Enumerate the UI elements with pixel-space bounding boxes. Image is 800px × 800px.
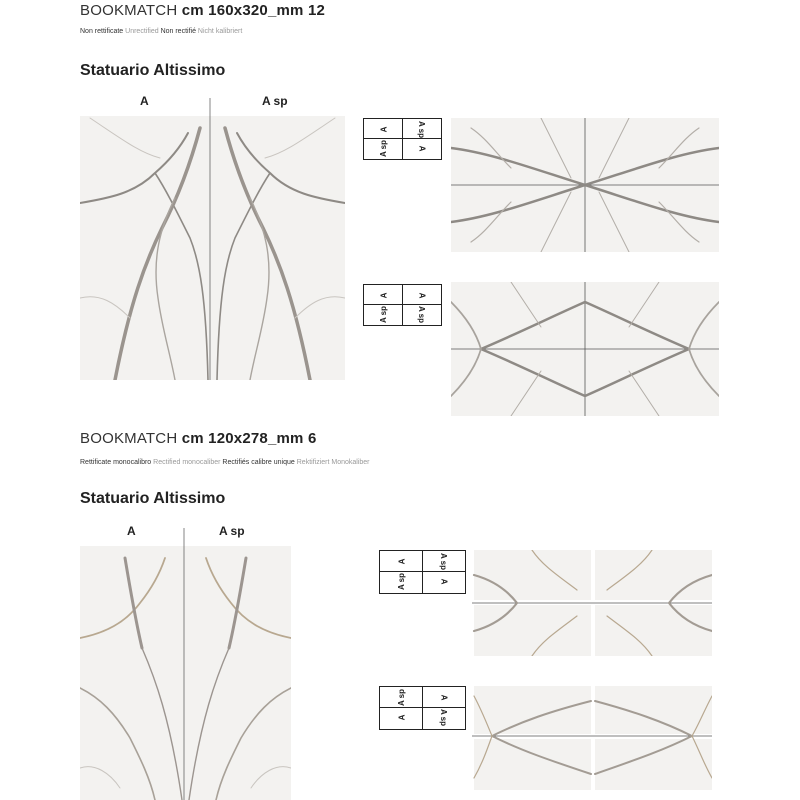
- section1-header: [80, 2, 325, 19]
- section2-sub-2: Rectifiés calibre unique: [222, 459, 295, 466]
- section2-grid1-cell-0: A: [397, 558, 407, 565]
- section2-subtitle: [80, 459, 370, 466]
- section1-layout-image-1: [451, 118, 719, 252]
- section1-label-asp: A sp: [262, 94, 288, 108]
- section2-grid2-cell-2: A: [397, 714, 407, 721]
- section1-subtitle: [80, 28, 242, 35]
- section2-grid2-cell-0: A sp: [397, 688, 407, 707]
- section1-grid2-cell-1: A: [417, 292, 427, 298]
- section2-grid1-cell-1: A sp: [439, 552, 449, 571]
- section2-sub-3: Rektifiziert Monokaliber: [296, 459, 370, 466]
- section2-grid2-cell-1: A: [439, 694, 449, 701]
- section2-layout-grid-1: [379, 550, 466, 594]
- section2-layout-image-2: [472, 686, 712, 790]
- section1-bookmatch-slab-image: [80, 98, 345, 380]
- section1-sub-3: Nicht kalibriert: [197, 28, 243, 35]
- section1-sub-1: Unrectified: [125, 28, 159, 35]
- section1-grid1-cell-0: A: [379, 126, 389, 132]
- section2-header-bold: cm 120x278_mm 6: [181, 430, 317, 447]
- section1-header-light: BOOKMATCH: [80, 2, 178, 19]
- section2-label-a: A: [127, 524, 136, 538]
- section1-title: Statuario Altissimo: [80, 62, 226, 79]
- section1-layout-grid-2: [363, 284, 442, 326]
- section1-label-a: A: [140, 94, 149, 108]
- section2-label-asp: A sp: [219, 524, 245, 538]
- section1-sub-0: Non rettificate: [80, 28, 124, 35]
- section2-sub-0: Rettificate monocalibro: [80, 459, 152, 466]
- section1-grid2-cell-0: A: [379, 292, 389, 298]
- section1-header-bold: cm 160x320_mm 12: [181, 2, 326, 19]
- section2-grid1-cell-2: A sp: [397, 572, 407, 591]
- section2-sub-1: Rectified monocaliber: [153, 459, 221, 466]
- section1-sub-2: Non rectifié: [160, 28, 196, 35]
- section2-layout-image-1: [472, 550, 712, 656]
- section1-layout-grid-1: [363, 118, 442, 160]
- section2-header-light: BOOKMATCH: [80, 430, 178, 447]
- section1-grid1-cell-1: A sp: [417, 120, 427, 138]
- section1-grid1-cell-3: A: [417, 145, 427, 151]
- section1-grid1-cell-2: A sp: [379, 139, 389, 157]
- section2-grid1-cell-3: A: [439, 578, 449, 585]
- section1-layout-image-2: [451, 282, 719, 416]
- section2-grid2-cell-3: A sp: [439, 708, 449, 727]
- section1-grid2-cell-3: A sp: [417, 305, 427, 323]
- section1-grid2-cell-2: A sp: [379, 305, 389, 323]
- section2-layout-grid-2: [379, 686, 466, 730]
- section2-bookmatch-slab-image: [80, 528, 291, 800]
- section2-header: [80, 430, 317, 447]
- section2-title: Statuario Altissimo: [80, 490, 226, 507]
